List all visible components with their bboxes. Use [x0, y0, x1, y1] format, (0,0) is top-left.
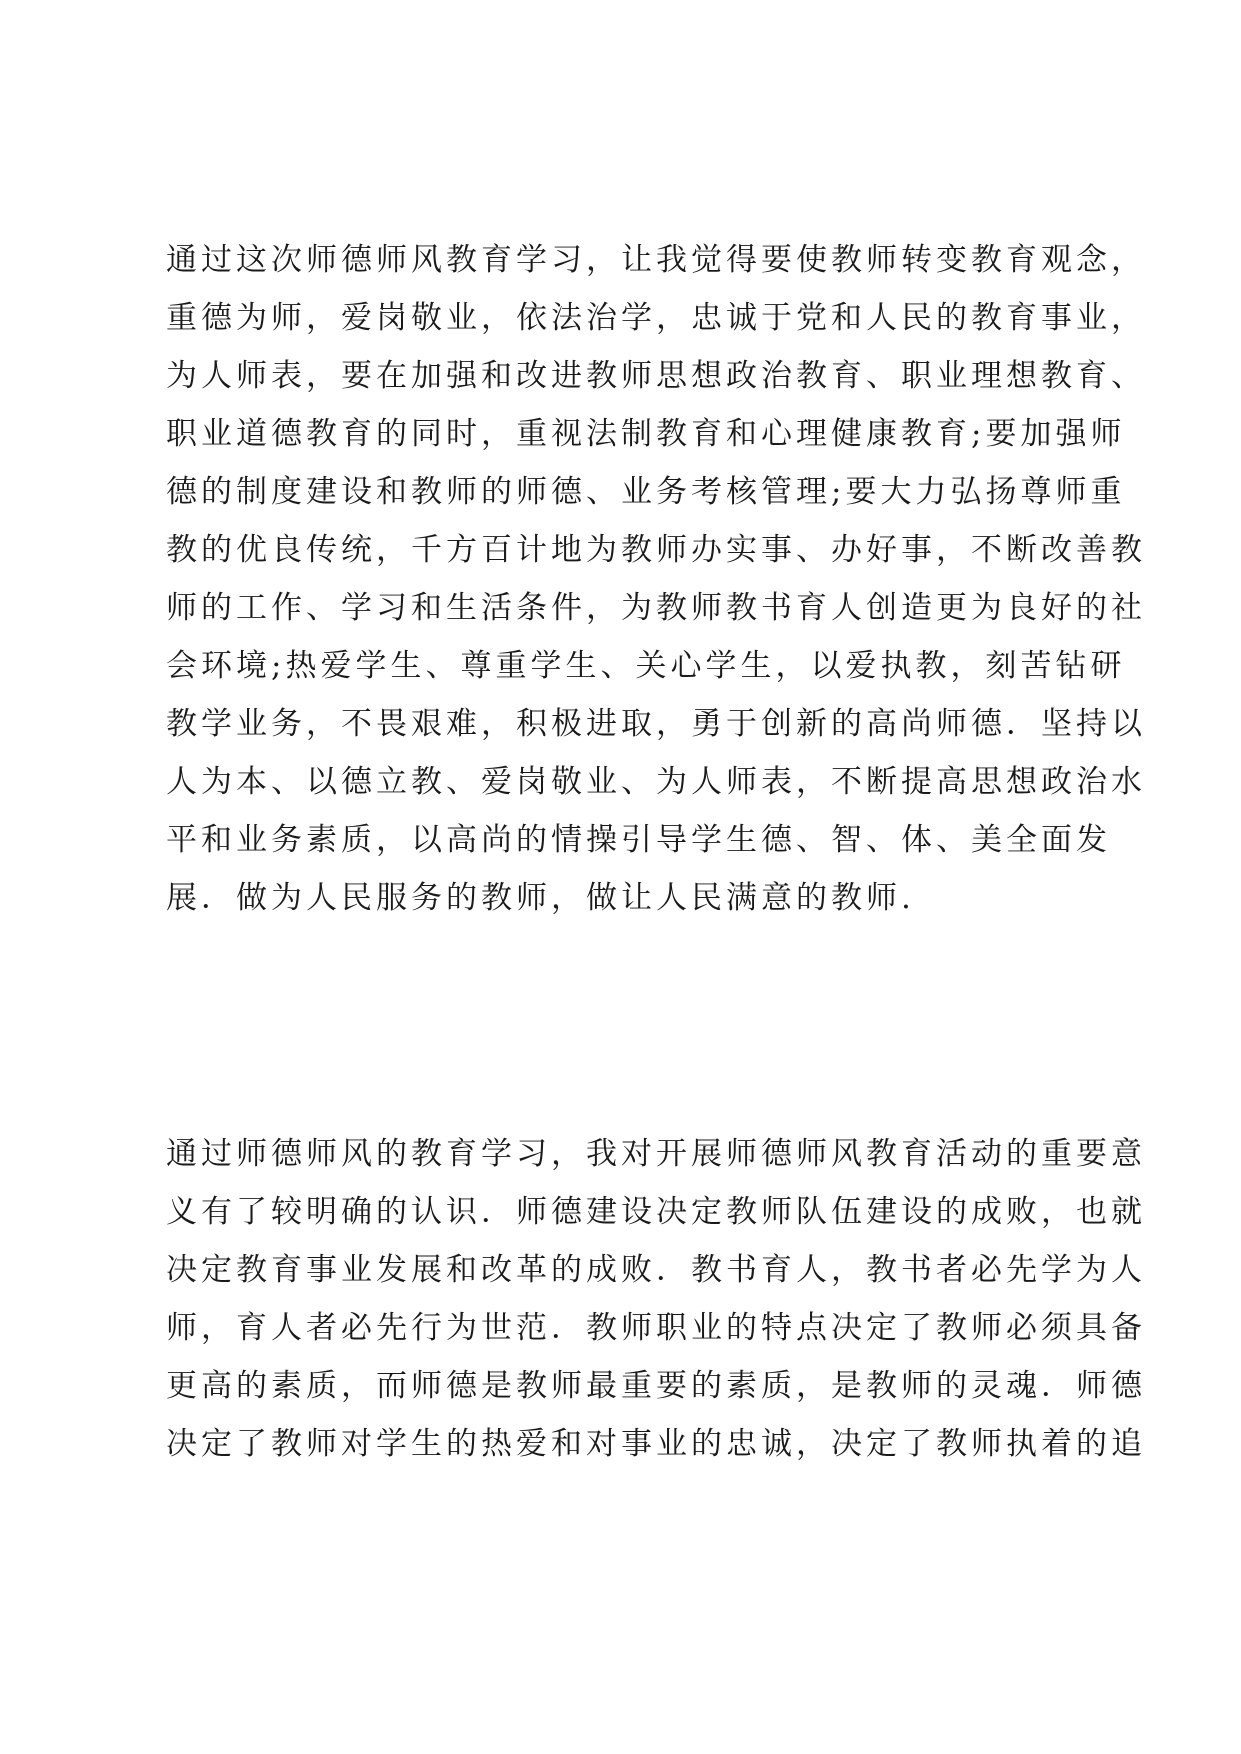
text-line: 决定了教师对学生的热爱和对事业的忠诚，决定了教师执着的追 — [166, 1426, 1146, 1462]
text-line: 决定教育事业发展和改革的成败．教书育人，教书者必先学为人 — [166, 1252, 1146, 1288]
text-line: 师的工作、学习和生活条件，为教师教书育人创造更为良好的社 — [166, 590, 1146, 626]
paragraph-2 — [166, 1125, 1146, 1473]
text-line: 教的优良传统，千方百计地为教师办实事、办好事，不断改善教 — [166, 532, 1146, 568]
text-line: 职业道德教育的同时，重视法制教育和心理健康教育;要加强师 — [166, 416, 1126, 452]
text-line: 师，育人者必先行为世范．教师职业的特点决定了教师必须具备 — [166, 1310, 1146, 1346]
text-line: 更高的素质，而师德是教师最重要的素质，是教师的灵魂．师德 — [166, 1368, 1146, 1404]
text-line: 为人师表，要在加强和改进教师思想政治教育、职业理想教育、 — [166, 358, 1146, 394]
text-line: 通过这次师德师风教育学习，让我觉得要使教师转变教育观念， — [166, 242, 1146, 278]
text-line: 通过师德师风的教育学习，我对开展师德师风教育活动的重要意 — [166, 1136, 1146, 1172]
text-line: 会环境;热爱学生、尊重学生、关心学生，以爱执教，刻苦钻研 — [166, 648, 1126, 684]
text-line: 平和业务素质，以高尚的情操引导学生德、智、体、美全面发 — [166, 822, 1111, 858]
text-line: 展．做为人民服务的教师，做让人民满意的教师. — [166, 880, 915, 916]
text-line: 德的制度建设和教师的师德、业务考核管理;要大力弘扬尊师重 — [166, 474, 1126, 510]
paragraph-1 — [166, 231, 1146, 927]
text-line: 重德为师，爱岗敬业，依法治学，忠诚于党和人民的教育事业， — [166, 300, 1146, 336]
text-line: 教学业务，不畏艰难，积极进取，勇于创新的高尚师德．坚持以 — [166, 706, 1146, 742]
text-line: 义有了较明确的认识．师德建设决定教师队伍建设的成败，也就 — [166, 1194, 1146, 1230]
text-line: 人为本、以德立教、爱岗敬业、为人师表，不断提高思想政治水 — [166, 764, 1146, 800]
